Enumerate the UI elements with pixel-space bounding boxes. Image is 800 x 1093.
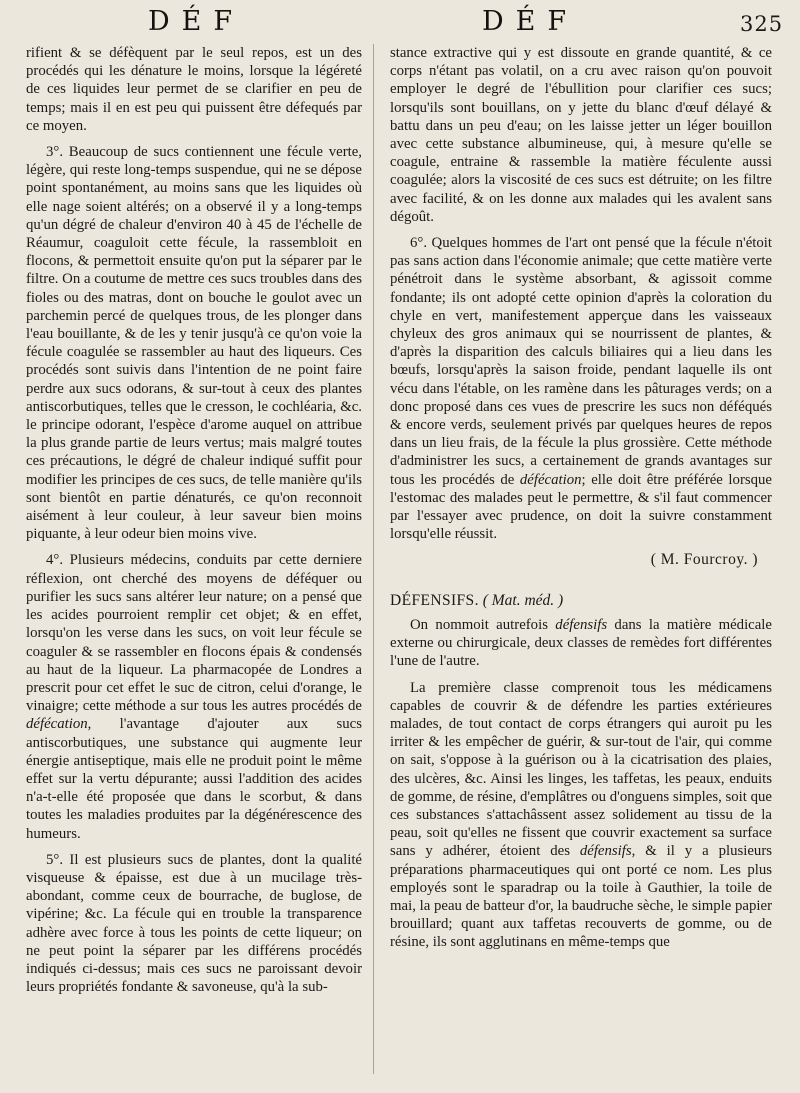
running-header — [0, 6, 800, 42]
paragraph-text: La première classe comprenoit tous les médicamens capables de couvrir & de défendre les parties extérieures malades, de tout contact de corps étrangers qui auroit pu les irriter & les empêcher de guérir, & sur-tout de l'air, qui comme on sait, s'oppose à la guérison ou à la cicatrisation des plaies, des ulcères, &c. Ainsi les linges, les taffetas, les peaux, enduits de gomme, de résine, d'emplâtres ou d'onguens simples, soit que ces substances s'attachâssent assez solidement au tissu de la peau, soit qu'elles ne fissent que couvrir exactement sa surface sans y adhérer, étoient des — [390, 679, 772, 860]
italic-term: défensifs — [579, 843, 632, 860]
paragraph-item-3: 3°. Beaucoup de sucs contiennent une fécule verte, légère, qui reste long-temps suspendue, qui ne se dépose point spontanément, au moins sans que les liquides où elle nage soient altérés; on a observé il y a long-temps qu'un dégré de chaleur d'environ 40 à 45 de l'échelle de Réaumur, coaguloit cette fécule, la rassembloit en flocons, & permettoit ensuite qu'on put la séparer par le filtre. On a coutume de mettre ces sucs troubles dans des fioles ou des matras, dont on bouche le goulot avec un parchemin percé de quelques trous, de les plonger dans l'eau bouillante, & de les y tenir jusqu'à ce qu'on voie la fécule coagulée se rassembler au haut des liqueurs. Ces procédés sont suivis dans l'intention de ne point faire perdre aux sucs odorans, & sur-tout à ceux des plantes antiscorbutiques, telles que le cresson, le cochléaria, &c. le principe odorant, l'espèce d'arome auquel on attribue la plus grande partie de leurs vertus; mais malgré toutes ces précautions, le dégré de chaleur indiqué suffit pour modifier les principes de ces sucs, de telle manière qu'ils sont bientôt en partie dénaturés, ce qu'on reconnoit aisément à leur couleur, à leur saveur bien moins piquante, à leur odeur bien moins vive. — [26, 144, 362, 543]
paragraph-text: On nommoit autrefois — [410, 616, 556, 633]
paragraph-item-5: 5°. Il est plusieurs sucs de plantes, dont la qualité visqueuse & épaisse, est due à un mucilage très-abondant, comme ceux de bourrache, de buglose, de vipérine; &c. La fécule qui en trouble la transparence adhère avec force à tous les points de cette liqueur; on ne peut point la séparer par les différens procédés indiqués ci-dessus; mais ces sucs ne paroissant devoir leurs propriétés fondante & savoneuse, qu'à la sub- — [26, 851, 362, 996]
paragraph-text: , l'avantage d'ajouter aux sucs antiscorbutiques, une substance qui augmente leur énergie antiseptique, mais elle ne produit point le même effet sur la vertu dépurante; aussi l'addition des acides n'a-t-elle été proposée que dans le scorbut, & dans toutes les maladies produites par la dégénérescence des humeurs. — [26, 716, 362, 842]
header-left-headword: DÉF — [148, 6, 245, 37]
paragraph-text: 4°. Plusieurs médecins, conduits par cette derniere réflexion, ont cherché des moyens de déféquer ou purifier les sucs sans altérer leur nature; on a pensé que les acides pourroient remplir cet objet; & en effet, lorsqu'on les verse dans les sucs, on voit leur fécule se coaguler & se rassembler en flocons épais & condensés au haut de la liqueur. La pharmacopée de Londres a prescrit pour cet effet le suc de citron, celui d'orange, le vinaigre; cette méthode a sur tous les autres procédés de — [26, 552, 362, 715]
italic-term: défécation — [26, 716, 88, 733]
paragraph-text: dans la matière médicale externe ou chirurgicale, deux classes de remèdes fort différentes l'une de l'autre. — [390, 616, 772, 670]
entry-category: ( Mat. méd. ) — [482, 591, 564, 609]
column-divider — [373, 44, 374, 1074]
entry-title: DÉFENSIFS. — [390, 591, 479, 609]
paragraph-first-class — [390, 679, 772, 952]
paragraph-text: , & il y a plusieurs préparations pharmaceutiques qui ont porté ce nom. Les plus employés sont le sparadrap ou la toile à Gauthier, la toile de mai, la peau de batteur d'or, la baudruche sèche, le simple papier brouillard; quant aux taffetas recouverts de gomme, ou de résine, ils sont agglutinans en même-temps que — [390, 843, 773, 951]
paragraph-continuation: stance extractive qui y est dissoute en grande quantité, & ce corps n'étant pas volatil, on a cru avec raison qu'on pouvoit employer le degré de l'ébullition pour clarifier ces sucs; lorsqu'ils sont bouillans, on y jette du blanc d'œuf délayé & battu dans un peu d'eau; on les laisse jetter un léger bouillon avec cette substance albumineuse, qui, à mesure qu'elle se coagule, entraine & rassemble la matière féculente aussi coagulée; alors la viscosité de ces sucs est détruite; on les filtre avec facilité, & on les donne aux malades qui les avalent sans dégoût. — [390, 45, 772, 225]
paragraph-definition — [390, 616, 772, 671]
right-column — [390, 44, 772, 960]
left-column — [26, 44, 362, 1004]
page-number: 325 — [740, 12, 784, 36]
italic-term: défécation — [519, 471, 582, 488]
paragraph-text: 6°. Quelques hommes de l'art ont pensé que la fécule n'étoit pas sans action dans l'économie animale; que cette matière verte pénétroit dans le système absorbant, & agissoit comme fondante; ils ont adopté cette opinion d'après la coloration du chyle en vert, manifestement apperçue dans les vaisseaux chyleux des gros animaux qui se nourrissent de plantes, & d'après la disparition des calculs biliaires qui a lieu dans les bœufs, lorsqu'après la saison froide, pendant laquelle ils ont vécu dans l'étable, on les ramène dans les pâturages verds; on a donc proposé dans ces vues de prescrire les sucs non déféqués & encore verds, seulement privés par quelques heures de repos dans un lieu frais, de la fécule la plus grossière. Cette méthode d'administrer les sucs, a certainement de grands avantages sur tous les procédés de — [390, 235, 772, 488]
paragraph-item-4 — [26, 551, 362, 842]
paragraph-item-6 — [390, 234, 772, 543]
header-right-headword: DÉF — [482, 6, 579, 37]
entry-heading — [390, 592, 772, 610]
italic-term: défensifs — [555, 616, 608, 633]
paragraph-text: ; elle doit être préférée lorsque l'estomac des malades peut le permettre, & s'il faut commencer par l'essayer avec prudence, on doit la suivre constamment lorsqu'elle réussit. — [390, 471, 772, 543]
author-signature: ( M. Fourcroy. ) — [650, 551, 758, 569]
paragraph-continuation: rifient & se défèquent par le seul repos, est un des procédés qui les dénature le moins, lorsque la légéreté de ces liquides leur permet de se clarifier en peu de temps; mais il en est peu qui puissent être défequés par ce moyen. — [26, 45, 362, 134]
